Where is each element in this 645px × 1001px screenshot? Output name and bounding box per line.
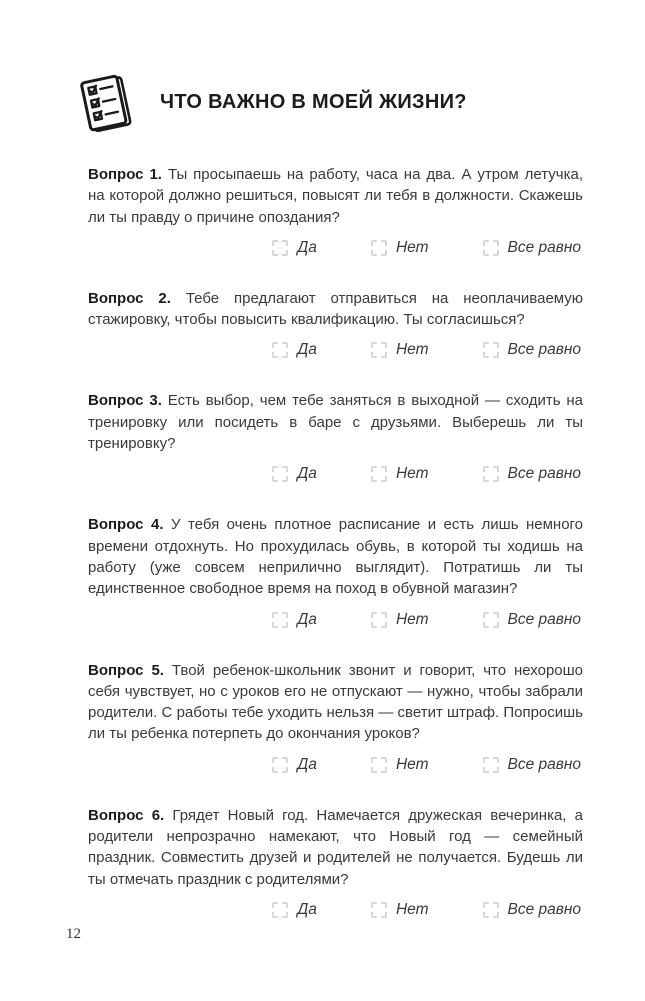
checkbox-icon[interactable]: [483, 342, 499, 358]
answer-option-indifferent[interactable]: [483, 611, 582, 629]
checkbox-icon[interactable]: [483, 902, 499, 918]
answer-option-indifferent[interactable]: [483, 465, 582, 483]
question-body: Твой ребенок-школьник звонит и говорит, что нехорошо себя чувствует, но с уроков его не отпускают — нужно, чтобы забрали родители. С работы тебе уходить нельзя — светит штраф. Попросишь ли ты ребенка потерпеть до окончания уроков?: [88, 661, 584, 743]
question-text: [88, 164, 583, 228]
page-header: [72, 70, 583, 134]
question-text: [88, 288, 583, 331]
answer-label: Все равно: [507, 465, 581, 483]
question-text: [88, 514, 583, 599]
answer-row: [88, 901, 583, 919]
answer-label: Да: [297, 238, 317, 256]
checkbox-icon[interactable]: [272, 240, 288, 256]
question-text: [88, 390, 583, 454]
answer-option-yes[interactable]: [272, 465, 317, 483]
answer-label: Да: [297, 755, 317, 773]
question-text: [88, 805, 583, 890]
answer-option-yes[interactable]: [272, 341, 317, 359]
answer-label: Все равно: [507, 900, 581, 918]
answer-option-indifferent[interactable]: [483, 239, 582, 257]
checklist-icon: [72, 70, 136, 134]
page-title: ЧТО ВАЖНО В МОЕЙ ЖИЗНИ?: [160, 90, 467, 113]
question-block-2: [88, 288, 583, 360]
answer-option-indifferent[interactable]: [483, 341, 582, 359]
question-label: Вопрос 4.: [88, 516, 164, 534]
answer-option-no[interactable]: [371, 465, 429, 483]
answer-option-yes[interactable]: [272, 611, 317, 629]
answer-label: Все равно: [507, 341, 581, 359]
checkbox-icon[interactable]: [483, 240, 499, 256]
checkbox-icon[interactable]: [272, 342, 288, 358]
answer-label: Нет: [395, 900, 429, 918]
checkbox-icon[interactable]: [272, 612, 288, 628]
answer-option-yes[interactable]: [272, 901, 317, 919]
question-label: Вопрос 5.: [88, 661, 164, 679]
checkbox-icon[interactable]: [371, 342, 387, 358]
checkbox-icon[interactable]: [371, 240, 387, 256]
answer-label: Да: [297, 900, 317, 918]
checkbox-icon[interactable]: [272, 757, 288, 773]
checkbox-icon[interactable]: [483, 612, 499, 628]
answer-option-no[interactable]: [371, 341, 429, 359]
answer-label: Нет: [395, 610, 429, 628]
answer-label: Да: [297, 341, 317, 359]
answer-option-indifferent[interactable]: [483, 756, 582, 774]
question-block-1: [88, 164, 583, 257]
question-label: Вопрос 1.: [88, 166, 162, 183]
answer-option-yes[interactable]: [272, 756, 317, 774]
answer-option-no[interactable]: [371, 611, 429, 629]
question-block-6: [88, 805, 583, 919]
question-body: Грядет Новый год. Намечается дружеская вечеринка, а родители непрозрачно намекают, что Новый год — семейный праздник. Совместить друзей и родителей не получается. Будешь ли ты отмечать праздник с родителями?: [88, 806, 584, 888]
answer-label: Да: [297, 610, 317, 628]
question-label: Вопрос 3.: [88, 392, 162, 410]
answer-option-indifferent[interactable]: [483, 901, 582, 919]
answer-label: Все равно: [507, 238, 581, 256]
answer-label: Нет: [395, 238, 429, 256]
answer-option-yes[interactable]: [272, 239, 317, 257]
checkbox-icon[interactable]: [371, 466, 387, 482]
question-label: Вопрос 6.: [88, 806, 165, 824]
answer-option-no[interactable]: [371, 901, 429, 919]
question-block-3: [88, 390, 583, 483]
question-body: Ты просыпаешь на работу, часа на два. А утром летучка, на которой должно решиться, повысят ли тебя в должности. Скажешь ли ты правду о причине опоздания?: [88, 166, 583, 226]
answer-label: Все равно: [507, 755, 581, 773]
answer-row: [88, 465, 583, 483]
checkbox-icon[interactable]: [272, 466, 288, 482]
question-label: Вопрос 2.: [88, 289, 171, 307]
checkbox-icon[interactable]: [371, 757, 387, 773]
checkbox-icon[interactable]: [371, 902, 387, 918]
checkbox-icon[interactable]: [272, 902, 288, 918]
checkbox-icon[interactable]: [483, 757, 499, 773]
question-block-5: [88, 660, 583, 774]
answer-row: [88, 611, 583, 629]
answer-label: Нет: [395, 755, 429, 773]
answer-label: Нет: [395, 341, 429, 359]
answer-row: [88, 239, 583, 257]
question-body: Есть выбор, чем тебе заняться в выходной — сходить на тренировку или посидеть в баре с друзьями. Выберешь ли ты тренировку?: [88, 392, 584, 453]
answer-row: [88, 341, 583, 359]
checkbox-icon[interactable]: [371, 612, 387, 628]
answer-option-no[interactable]: [371, 756, 429, 774]
question-block-4: [88, 514, 583, 628]
question-text: [88, 660, 583, 745]
answer-label: Да: [297, 465, 317, 483]
answer-label: Нет: [395, 465, 429, 483]
question-body: Тебе предлагают отправиться на неоплачиваемую стажировку, чтобы повысить квалификацию. Ты согласишься?: [88, 289, 584, 329]
checkbox-icon[interactable]: [483, 466, 499, 482]
page-number: 12: [66, 926, 81, 942]
answer-row: [88, 756, 583, 774]
question-body: У тебя очень плотное расписание и есть лишь немного времени отдохнуть. Но прохудилась обувь, в которой ты ходишь на работу (уже совсем неприлично выглядит). Потратишь ли ты единственное свободное время на поход в обувной магазин?: [88, 516, 584, 598]
answer-label: Все равно: [507, 610, 581, 628]
answer-option-no[interactable]: [371, 239, 429, 257]
